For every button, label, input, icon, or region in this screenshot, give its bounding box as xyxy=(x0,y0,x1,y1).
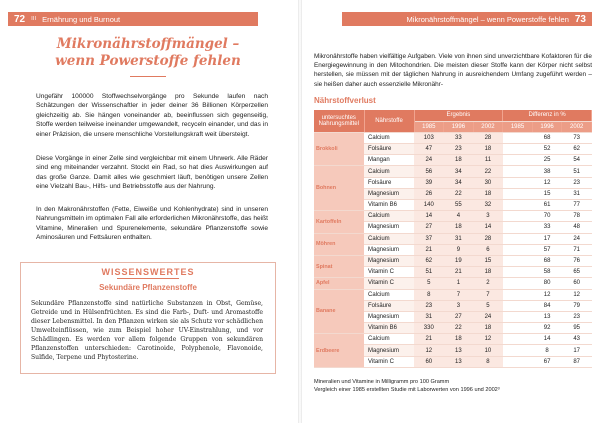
result-cell: 21 xyxy=(444,267,474,278)
food-cell: Erdbeere xyxy=(314,334,364,368)
result-cell: 11 xyxy=(473,155,503,166)
result-cell: 27 xyxy=(444,311,474,322)
difference-cell xyxy=(503,334,533,345)
difference-cell: 77 xyxy=(562,200,592,211)
book-gutter xyxy=(298,0,302,423)
difference-cell: 48 xyxy=(562,222,592,233)
difference-cell xyxy=(503,300,533,311)
info-box-heading: WISSENSWERTES xyxy=(101,267,195,277)
result-cell: 18 xyxy=(473,323,503,334)
difference-cell: 52 xyxy=(532,144,562,155)
nutrient-cell: Vitamin C xyxy=(364,278,414,289)
difference-cell: 76 xyxy=(562,255,592,266)
table-row xyxy=(314,278,592,289)
difference-cell: 54 xyxy=(562,155,592,166)
food-cell: Kartoffeln xyxy=(314,211,364,233)
nutrient-cell: Magnesium xyxy=(364,345,414,356)
difference-cell: 95 xyxy=(562,323,592,334)
result-cell: 8 xyxy=(473,356,503,367)
difference-cell xyxy=(503,222,533,233)
difference-cell: 12 xyxy=(532,289,562,300)
info-box-rule xyxy=(117,278,179,279)
difference-cell: 14 xyxy=(532,334,562,345)
difference-cell xyxy=(503,267,533,278)
nutrient-cell: Magnesium xyxy=(364,222,414,233)
year-header: 1996 xyxy=(532,121,562,132)
difference-cell: 38 xyxy=(532,166,562,177)
difference-cell: 87 xyxy=(562,356,592,367)
right-running-header xyxy=(342,12,592,26)
section-marker: III xyxy=(31,16,37,22)
paragraph-2: Diese Vorgänge in einer Zelle sind vergleichbar mit einem Uhrwerk. Alle Räder sind eng miteinander verzahnt. Stockt ein Rad, so hat dies Auswirkungen auf das große Ganze. Damit alles wie geschmiert läuft, benötigen unsere Zellen eine Vielzahl Bau-, Hilfs- und Betriebsstoffe aus der Nahrung. xyxy=(36,155,268,191)
chapter-title-line-2: wenn Powerstoffe fehlen xyxy=(55,53,241,69)
result-cell: 12 xyxy=(414,345,444,356)
table-row xyxy=(314,211,592,222)
difference-cell xyxy=(503,311,533,322)
result-cell: 39 xyxy=(414,177,444,188)
result-cell: 34 xyxy=(444,177,474,188)
result-cell: 3 xyxy=(473,211,503,222)
result-cell: 51 xyxy=(414,267,444,278)
header-difference: Differenz in % xyxy=(503,110,592,121)
result-cell: 13 xyxy=(444,345,474,356)
result-cell: 4 xyxy=(444,211,474,222)
difference-cell: 68 xyxy=(532,255,562,266)
result-cell: 24 xyxy=(473,311,503,322)
difference-cell: 92 xyxy=(532,323,562,334)
right-page-number: 73 xyxy=(574,13,586,25)
right-page xyxy=(304,0,600,423)
info-box xyxy=(20,262,276,374)
result-cell: 22 xyxy=(473,166,503,177)
left-running-header xyxy=(8,12,258,26)
table-row xyxy=(314,233,592,244)
difference-cell: 25 xyxy=(532,155,562,166)
result-cell: 12 xyxy=(473,334,503,345)
result-cell: 21 xyxy=(414,334,444,345)
result-cell: 18 xyxy=(444,222,474,233)
result-cell: 23 xyxy=(444,144,474,155)
header-result: Ergebnis xyxy=(414,110,503,121)
nutrient-cell: Magnesium xyxy=(364,255,414,266)
difference-cell xyxy=(503,211,533,222)
difference-cell: 23 xyxy=(562,311,592,322)
table-row xyxy=(314,289,592,300)
result-cell: 27 xyxy=(414,222,444,233)
result-cell: 13 xyxy=(444,356,474,367)
result-cell: 330 xyxy=(414,323,444,334)
difference-cell xyxy=(503,255,533,266)
food-cell: Spinat xyxy=(314,255,364,277)
left-page xyxy=(0,0,296,423)
nutrient-cell: Vitamin B6 xyxy=(364,323,414,334)
result-cell: 18 xyxy=(473,144,503,155)
difference-cell xyxy=(503,356,533,367)
result-cell: 14 xyxy=(414,211,444,222)
difference-cell: 73 xyxy=(562,132,592,143)
table-title: Nährstoffverlust xyxy=(314,96,376,105)
difference-cell: 23 xyxy=(562,177,592,188)
result-cell: 60 xyxy=(414,356,444,367)
right-section-title: Mikronährstoffmängel – wenn Powerstoffe fehlen xyxy=(406,14,569,24)
table-row xyxy=(314,255,592,266)
year-header: 1985 xyxy=(414,121,444,132)
difference-cell xyxy=(503,345,533,356)
result-cell: 23 xyxy=(414,300,444,311)
result-cell: 1 xyxy=(444,278,474,289)
result-cell: 8 xyxy=(414,289,444,300)
difference-cell: 84 xyxy=(532,300,562,311)
difference-cell xyxy=(503,278,533,289)
result-cell: 18 xyxy=(473,188,503,199)
nutrient-cell: Calcium xyxy=(364,211,414,222)
difference-cell: 57 xyxy=(532,244,562,255)
result-cell: 5 xyxy=(473,300,503,311)
difference-cell: 12 xyxy=(532,177,562,188)
table-row xyxy=(314,132,592,143)
info-box-text: Sekundäre Pflanzenstoffe sind natürliche Substanzen in Obst, Gemüse, Getreide und in Hülsenfrüchten. Es sind die Farb-, Duft- und Aromastoffe dieser Lebensmittel. In den Pflanzen wirken sie als Schutz vor schädlichen Umwelteinflüssen, wie zum Beispiel hoher UV-Einstrahlung, und vor Schädlingen. Es werden vor allem folgende Gruppen von sekundären Pflanzenstoffen unterschieden: Carotinoide, Polyphenole, Flavonoide, Sulfide, Terpene und Phytosterine. xyxy=(31,300,263,361)
nutrient-cell: Vitamin C xyxy=(364,267,414,278)
year-header: 1996 xyxy=(444,121,474,132)
difference-cell: 51 xyxy=(562,166,592,177)
difference-cell: 67 xyxy=(532,356,562,367)
result-cell: 6 xyxy=(473,244,503,255)
nutrient-cell: Folsäure xyxy=(364,300,414,311)
year-header: 1985 xyxy=(503,121,533,132)
result-cell: 47 xyxy=(414,144,444,155)
result-cell: 30 xyxy=(473,177,503,188)
difference-cell: 33 xyxy=(532,222,562,233)
header-nutrient: Nährstoffe xyxy=(364,110,414,132)
year-header: 2002 xyxy=(562,121,592,132)
table-footnote-source: Vergleich einer 1985 erstellten Studie mit Laborwerten von 1996 und 2002³ xyxy=(314,387,500,393)
difference-cell: 58 xyxy=(532,267,562,278)
nutrient-cell: Calcium xyxy=(364,166,414,177)
difference-cell: 17 xyxy=(562,345,592,356)
nutrient-cell: Mangan xyxy=(364,155,414,166)
nutrient-cell: Magnesium xyxy=(364,311,414,322)
result-cell: 140 xyxy=(414,200,444,211)
result-cell: 28 xyxy=(473,233,503,244)
difference-cell xyxy=(503,289,533,300)
result-cell: 19 xyxy=(444,255,474,266)
food-cell: Banane xyxy=(314,289,364,334)
result-cell: 18 xyxy=(444,334,474,345)
result-cell: 18 xyxy=(444,155,474,166)
difference-cell xyxy=(503,166,533,177)
result-cell: 21 xyxy=(414,244,444,255)
table-footnote-units: Mineralien und Vitamine in Milligramm pro 100 Gramm xyxy=(314,379,450,385)
difference-cell xyxy=(503,144,533,155)
result-cell: 62 xyxy=(414,255,444,266)
header-food: untersuchtes Nahrungsmittel xyxy=(314,110,364,132)
chapter-title-line-1: Mikronährstoffmängel – xyxy=(56,36,240,52)
difference-cell xyxy=(503,132,533,143)
nutrient-cell: Folsäure xyxy=(364,144,414,155)
result-cell: 18 xyxy=(473,267,503,278)
difference-cell: 8 xyxy=(532,345,562,356)
difference-cell: 24 xyxy=(562,233,592,244)
result-cell: 34 xyxy=(444,166,474,177)
result-cell: 22 xyxy=(444,188,474,199)
result-cell: 3 xyxy=(444,300,474,311)
difference-cell xyxy=(503,323,533,334)
difference-cell xyxy=(503,233,533,244)
difference-cell xyxy=(503,188,533,199)
result-cell: 10 xyxy=(473,345,503,356)
chapter-title xyxy=(20,36,276,70)
left-section-title: Ernährung und Burnout xyxy=(42,14,121,24)
title-underline xyxy=(130,76,166,77)
difference-cell: 70 xyxy=(532,211,562,222)
difference-cell: 68 xyxy=(532,132,562,143)
result-cell: 9 xyxy=(444,244,474,255)
paragraph-3: In den Makronährstoffen (Fette, Eiweiße und Kohlenhydrate) sind in unseren Nahrungsmitteln im optimalen Fall alle erforderlichen Mikronährstoffe, das heißt Vitamine, Mineralien und Spurenelemente, sekundäre Pflanzenstoffe sowie Aminosäuren und Fettsäuren enthalten. xyxy=(36,206,268,242)
nutrient-cell: Magnesium xyxy=(364,188,414,199)
difference-cell: 12 xyxy=(562,289,592,300)
table-row xyxy=(314,166,592,177)
food-cell: Brokkoli xyxy=(314,132,364,166)
result-cell: 55 xyxy=(444,200,474,211)
food-cell: Apfel xyxy=(314,278,364,289)
food-cell: Bohnen xyxy=(314,166,364,211)
result-cell: 22 xyxy=(444,323,474,334)
difference-cell: 15 xyxy=(532,188,562,199)
difference-cell: 60 xyxy=(562,278,592,289)
nutrient-cell: Calcium xyxy=(364,334,414,345)
nutrient-cell: Magnesium xyxy=(364,244,414,255)
table-body xyxy=(314,132,592,367)
difference-cell xyxy=(503,200,533,211)
result-cell: 24 xyxy=(414,155,444,166)
result-cell: 5 xyxy=(414,278,444,289)
nutrient-cell: Calcium xyxy=(364,233,414,244)
table-row xyxy=(314,334,592,345)
difference-cell: 31 xyxy=(562,188,592,199)
nutrient-loss-table xyxy=(314,110,592,368)
result-cell: 7 xyxy=(444,289,474,300)
result-cell: 7 xyxy=(473,289,503,300)
food-cell: Möhren xyxy=(314,233,364,255)
difference-cell xyxy=(503,177,533,188)
result-cell: 56 xyxy=(414,166,444,177)
difference-cell: 79 xyxy=(562,300,592,311)
nutrient-cell: Calcium xyxy=(364,289,414,300)
difference-cell: 80 xyxy=(532,278,562,289)
nutrient-cell: Vitamin C xyxy=(364,356,414,367)
difference-cell: 43 xyxy=(562,334,592,345)
intro-paragraph: Mikronährstoffe haben vielfältige Aufgaben. Viele von ihnen sind unverzichtbare Kofaktoren für die Energiegewinnung in den Mitochondrien. Die meisten dieser Stoffe kann der Körper nicht selbst herstellen, sie müssen mit der täglichen Nahrung in ausreichendem Umfang zugeführt werden – sie heißen daher auch essenzielle Mikronähr- xyxy=(314,53,592,88)
nutrient-cell: Vitamin B6 xyxy=(364,200,414,211)
result-cell: 15 xyxy=(473,255,503,266)
nutrient-cell: Calcium xyxy=(364,132,414,143)
nutrient-cell: Folsäure xyxy=(364,177,414,188)
result-cell: 103 xyxy=(414,132,444,143)
difference-cell: 61 xyxy=(532,200,562,211)
info-box-title: Sekundäre Pflanzenstoffe xyxy=(99,283,197,292)
difference-cell: 13 xyxy=(532,311,562,322)
difference-cell: 71 xyxy=(562,244,592,255)
result-cell: 32 xyxy=(473,200,503,211)
difference-cell: 78 xyxy=(562,211,592,222)
result-cell: 14 xyxy=(473,222,503,233)
difference-cell: 62 xyxy=(562,144,592,155)
difference-cell xyxy=(503,244,533,255)
result-cell: 33 xyxy=(444,132,474,143)
result-cell: 2 xyxy=(473,278,503,289)
result-cell: 31 xyxy=(444,233,474,244)
result-cell: 37 xyxy=(414,233,444,244)
result-cell: 26 xyxy=(414,188,444,199)
difference-cell xyxy=(503,155,533,166)
left-page-number: 72 xyxy=(14,13,26,25)
difference-cell: 65 xyxy=(562,267,592,278)
result-cell: 28 xyxy=(473,132,503,143)
year-header: 2002 xyxy=(473,121,503,132)
result-cell: 31 xyxy=(414,311,444,322)
paragraph-1: Ungefähr 100000 Stoffwechselvorgänge pro Sekunde laufen nach Schätzungen der Wissenschaftler in jeder deiner 36 Billionen Körperzellen gleichzeitig ab. Sie hängen voneinander ab, beeinflussen sich gegenseitig, Stoffe werden teilweise ineinander umgewandelt, recyceln einander, und das in einer Präzision, die unsere menschliche Vorstellungskraft weit übersteigt. xyxy=(36,93,268,138)
difference-cell: 17 xyxy=(532,233,562,244)
